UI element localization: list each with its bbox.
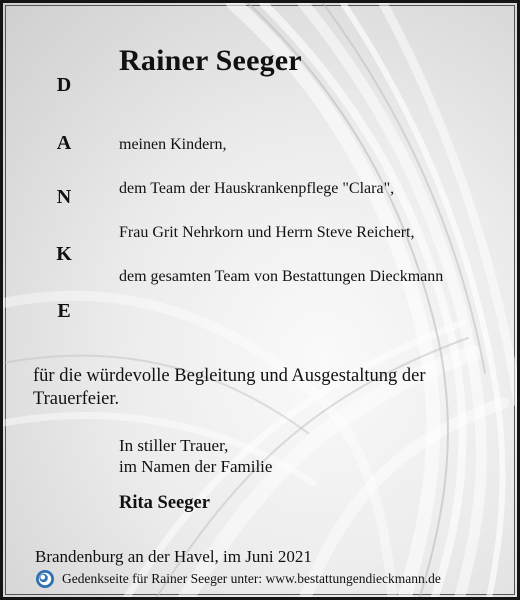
closing-text: für die würdevolle Begleitung und Ausgestaltung der Trauerfeier.	[33, 366, 426, 409]
signature-name: Rita Seeger	[119, 493, 210, 513]
memorial-page-link[interactable]	[35, 569, 441, 589]
signature-line-mourning: In stiller Trauer,	[119, 436, 229, 455]
thanks-item-home-care-team: dem Team der Hauskrankenpflege "Clara",	[119, 180, 395, 197]
signature-line-family: im Namen der Familie	[119, 457, 273, 476]
thanks-item-individuals: Frau Grit Nehrkorn und Herrn Steve Reichert,	[119, 224, 415, 241]
thanks-item-children: meinen Kindern,	[119, 136, 227, 153]
danke-letter-k: K	[56, 243, 72, 265]
memorial-logo-icon	[35, 569, 55, 589]
deceased-name: Rainer Seeger	[119, 44, 302, 77]
danke-letter-d: D	[56, 74, 72, 96]
danke-letter-e: E	[57, 300, 71, 322]
memorial-link-text[interactable]: Gedenkseite für Rainer Seeger unter: www.bestattungendieckmann.de	[62, 571, 441, 586]
place-and-date: Brandenburg an der Havel, im Juni 2021	[35, 547, 312, 566]
swirl-background-decoration	[3, 3, 520, 600]
danke-letter-n: N	[56, 186, 72, 208]
thanks-item-funeral-team: dem gesamten Team von Bestattungen Dieckmann	[119, 268, 444, 285]
danke-letter-a: A	[56, 132, 72, 154]
